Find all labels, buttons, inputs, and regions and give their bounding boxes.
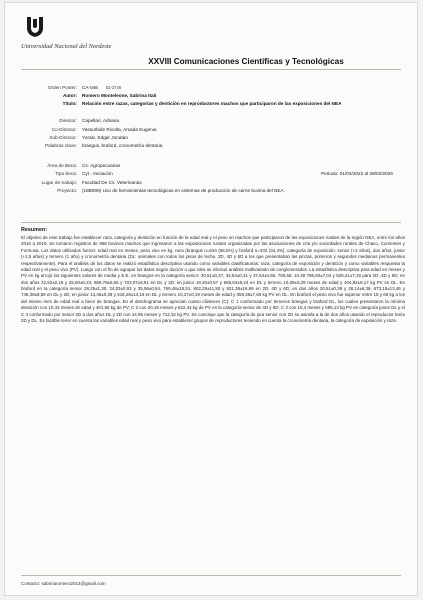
meta-sub-director [21, 135, 403, 143]
meta-label: Proyecto: [57, 187, 77, 193]
meta-label: Director: [59, 118, 77, 124]
contact-email: Contacto: sabrinaromero2014@gmail.com [21, 581, 106, 586]
meta-label: Tipo beca: [55, 171, 77, 177]
meta-label: Sub-Director: [49, 134, 77, 140]
meta-label: Co-Director: [51, 126, 77, 132]
meta-value: 01/03/2022 al 28/02/2026 [339, 171, 393, 177]
meta-value: Yostar, Edgar Jonatan [82, 134, 128, 140]
meta-proyecto [21, 188, 403, 196]
meta-lugar-trabajo [21, 180, 403, 188]
meta-value: Capellari, Adriana [82, 118, 120, 124]
meta-titulo [21, 101, 403, 118]
divider-middle [21, 222, 401, 223]
meta-value: brangus, braford, cronometría dentaria. [82, 142, 164, 148]
meta-value: Cyt - Iniciación [82, 171, 113, 177]
meta-value: Yassurbide Rivolta, Amada Eugenia [82, 126, 157, 132]
university-name: Universidad Nacional del Nordeste [21, 43, 112, 50]
meta-label: Lugar de trabajo: [41, 179, 77, 185]
meta-value: Romero Monteleone, Sabrina Itati [82, 93, 157, 99]
meta-value: Cs. Agropecuarias [82, 163, 121, 169]
meta-orden-poster [21, 85, 403, 93]
meta-spacer [21, 151, 403, 163]
meta-autor [21, 93, 403, 101]
meta-value: Relación entre razas, categorías y dentición en reproductores machos que participaron de las exposiciones del NEA [82, 101, 342, 107]
document-page [4, 2, 418, 596]
meta-tipo-beca [21, 171, 403, 179]
event-title: XXVIII Comunicaciones Científicas y Tecnológicas [148, 57, 344, 66]
meta-label: Orden Poster: [47, 85, 77, 90]
meta-area-beca [21, 163, 403, 171]
metadata-block [21, 85, 403, 196]
meta-value: CA-046 [82, 85, 98, 90]
meta-value: (18B009) Uso de herramientas tecnológicas en sistemas de producción de carne bovina del NEA. [82, 187, 285, 193]
university-crest-icon [25, 15, 45, 39]
meta-value-secondary: 02-2746 [105, 85, 122, 90]
meta-director [21, 118, 403, 126]
meta-label: Área de Beca: [47, 163, 77, 169]
abstract-text: El objetivo de este trabajo fue establecer raza, categoría y dentición en función de la edad real y el peso en machos que participaron de las exposiciones rurales de la región NEA, entre los años 2016 a 2019. Se tomaron registros de 968 bovinos machos que ingresaron a las exposiciones rurales organizadas por las asociaciones de cría y/o sociedades rurales de Chaco, Corrientes y Formosa. Los datos utilizados fueron: edad real en meses, peso vivo en kg, raza (brangus n=634 (65,5%) y braford n=332 (34,4%), categoría de exposición: senior (+2 años), dos años, junior (+1,5 años) y ternero (1 año) y cronometría dentaria (DL: animales con todos los pisos de leche, 2D, 4D y 6D a los que presentaban las pinzas, primeros y segundos medianos permanentes respectivamente). Para el análisis de los datos se realizó estadística descriptiva usando como variables clasificatorias: raza, categoría de exposición y dentición y como variables respuesta la edad real y el peso vivo (PV). Luego con el fin de agrupar los datos según dicción o que idea se efectuó análisis multivariado de conglomerados. La estadística descriptiva para edad en meses y PV en kg arrojó los siguientes valores de media y E.E. en brangus en la categoría senior: 30,51±0,37, 34,64±0,31 y 37,64±0,56, 755,55; 10,48 796,93±7,04 y 825,41±7,19 para 2D, 4D y 6D; en dos años 22,52±0,18 y 25,60±0,23, 689,79±6,65 y 703,07±6,91 en DL y 2D; en junior 19,20±0,57 y 588,63±9,24 en DL y ternero 10,09±0,29 meses de edad y 404,82±8,17 kg PV en DL. En braford en la categoría senior 28,29±1,30, 34,03±0,93 y 35,59±0,64, 769,48±16,51, 802,28±11,50 y 821,36±16,99 en 2D, 4D y 6D; en dos años 20,51±0,38 y 28,14±6,38, 673,15±13,46 y 746,39±8,59 en DL y 2D; en junior 14,46±0,28 y 518,28±14,16 en DL y ternero 10,27±0,19 meses de edad y 358,38±7,66 kg PV en DL. En braford el peso vivo fue superior entre 15 y 66 kg a los del mismo mes de edad real a favor de brangus. En el dendrograma se aprecian cuatro clústeres (C): C 1 conformado por terneros brangus y braford DL, los cuales presentaron la mínima dentición con 10,34 meses de edad y 401,56 kg de PV; C 2 con 20,19 meses y 622,34 kg de PV en la categoría senior de 4D y 6D; C 3 con 15,4 meses y 585,13 kg PV en categoría junior DL y el C 4 conformado por senior 2D a dos años DL y 2D con 24,95 meses y 712,32 kg PV. Se concluye que la categoría de jura senior con 2D se asimila a la de dos años usando el reproductor tenía 2D y DL. Es factible tener en cuenta las variables edad real y peso vivo para establecer grupos de reproductores teniendo en cuenta la cronometría dentaria, la categoría de exposición y raza. [21, 235, 405, 323]
meta-label: Periodo: [321, 171, 339, 177]
meta-label: Palabras clave: [44, 142, 77, 148]
meta-periodo [321, 171, 393, 176]
meta-palabras-clave [21, 143, 403, 151]
abstract-heading: Resumen: [21, 227, 48, 233]
divider-top [21, 69, 401, 70]
meta-value: Facultad De Cs. Veterinarias [82, 179, 142, 185]
meta-co-director [21, 127, 403, 135]
divider-bottom [21, 575, 401, 576]
meta-label: Título: [62, 101, 77, 107]
meta-label: Autor: [62, 93, 77, 99]
